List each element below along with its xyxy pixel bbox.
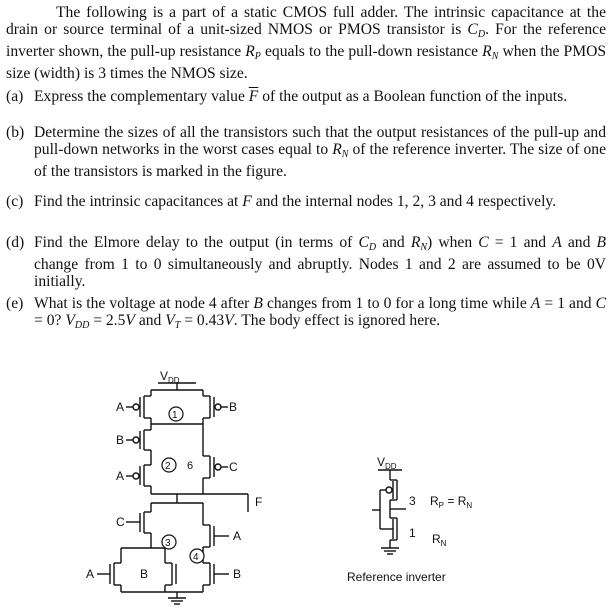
question-label: (e) [6,295,24,312]
cd-symbol: C [358,234,369,251]
reference-inverter-caption: Reference inverter [347,570,446,584]
cd-subscript: D [477,29,486,40]
a-symbol: A [552,234,562,251]
question-text: and [561,234,597,251]
rn-symbol: R [332,141,342,158]
rn-subscript: N [491,51,499,62]
vdd-label: $V_{DD}$ [160,369,180,385]
question-label: (b) [6,124,25,141]
input-a-label: A [116,400,125,414]
question-text: of the output as a Boolean function of the inputs. [258,88,568,105]
rp-symbol: R [245,43,255,60]
fbar-symbol: $\overline{F}$ [248,88,259,105]
question-text: changes from 1 to 0 for a long time while [262,295,531,312]
a-symbol: A [530,295,541,312]
vdd-subscript: DD [74,320,90,331]
question-text: and [134,312,166,329]
rn-symbol: R [410,234,421,251]
rn-subscript: N [420,242,428,253]
reference-vdd-label: $V_{DD}$ [377,455,397,471]
reference-inverter [372,470,406,554]
rn-subscript: N [341,149,349,160]
node-1-label: 1 [172,410,178,421]
input-b-label: B [233,567,242,581]
question-text: = 1 and [488,234,553,251]
vdd-symbol: V [65,312,75,329]
intro-text-4: when the PMOS size (width) is 3 times the NMOS size. [6,43,607,82]
question-text: = 0? [34,312,66,329]
question-label: (c) [6,193,24,210]
c-symbol: C [478,234,489,251]
input-a-label: A [233,529,242,543]
node-6-label: 6 [187,460,194,472]
question-text: Express the complementary value [34,88,249,105]
b-symbol: B [253,295,263,312]
c-symbol: C [595,295,607,312]
input-c-label: C [229,460,238,474]
intro-text-1: The following is a part of a static CMOS full adder. The intrinsic capacitance at the drain or source terminal of a unit-sized NMOS or PMOS transistor is [6,4,606,38]
b-symbol: B [596,234,607,251]
unit-symbol: V [125,312,135,329]
rn-symbol: R [482,43,492,60]
vt-symbol: V [165,312,175,329]
cd-subscript: D [368,242,377,253]
intro-text-3: equals to the pull-down resistance [260,43,483,60]
f-symbol: F [242,193,252,210]
intro-text-2: . For the reference inverter shown, the pull-up resistance [6,21,606,60]
nmos-size-label: 1 [409,526,416,540]
question-text: = 2.5 [89,312,126,329]
question-text: and [376,234,411,251]
cd-symbol: C [467,21,478,38]
question-text: change from 1 to 0 simultaneously and abruptly. Nodes 1 and 2 are assumed to be 0V initially. [34,256,606,290]
question-text: Determine the sizes of all the transistors such that the output resistances of the pull-up and pull-down networks in the worst cases equal to [34,124,606,158]
node-4-label: 4 [193,552,199,563]
question-text: = 1 and [540,295,596,312]
pmos-size-label: 3 [409,494,416,508]
question-text: . The body effect is ignored here. [233,312,441,329]
input-b-label: B [116,433,125,447]
node-3-label: 3 [165,538,171,549]
input-a-label: A [116,469,125,483]
question-text: Find the Elmore delay to the output (in terms of [34,234,359,251]
input-b-label: B [140,567,149,581]
node-2-label: 2 [165,461,171,472]
question-text: ) when [427,234,479,251]
input-a-label: A [86,567,95,581]
question-text: of the reference inverter. The size of one of the transistors is marked in the figure. [34,141,606,180]
question-text: Find the intrinsic capacitances at [34,193,243,210]
rp-subscript: P [254,51,261,62]
input-b-label: B [229,400,238,414]
rn-label: $R_N$ [432,532,447,548]
vt-subscript: T [174,320,181,331]
unit-symbol: V [224,312,234,329]
question-label: (a) [6,88,24,105]
rp-equals-rn-label: $R_P = R_N$ [430,494,473,510]
question-text: = 0.43 [180,312,225,329]
question-text: and the internal nodes 1, 2, 3 and 4 respectively. [251,193,557,210]
input-c-label: C [116,515,125,529]
output-f-label: F [255,495,263,509]
question-text: What is the voltage at node 4 after [34,295,254,312]
question-label: (d) [6,234,25,251]
